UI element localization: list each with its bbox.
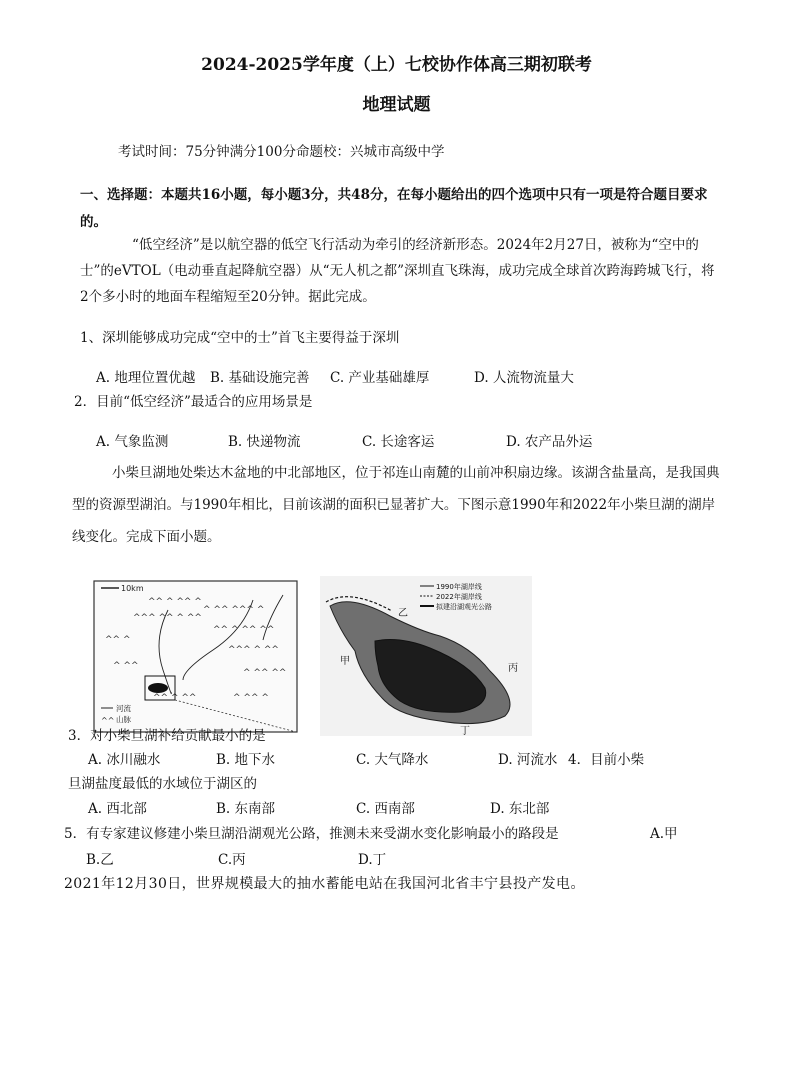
label-jia: 甲 xyxy=(340,656,350,667)
svg-text:^^: ^^ xyxy=(101,716,115,725)
question-5-stem: 5．有专家建议修建小柴旦湖沿湖观光公路，推测未来受湖水变化影响最小的路段是 xyxy=(64,826,559,842)
passage-pumped-storage: 2021年12月30日，世界规模最大的抽水蓄能电站在我国河北省丰宁县投产发电。 xyxy=(64,876,585,892)
svg-text:^^ ^ ^^: ^^ ^ ^^ xyxy=(153,693,197,703)
q4-option-d[interactable]: D. 东北部 xyxy=(490,801,550,817)
svg-text:拟建沿湖观光公路: 拟建沿湖观光公路 xyxy=(436,603,492,611)
q4-option-c[interactable]: C. 西南部 xyxy=(356,801,415,817)
regional-map xyxy=(93,580,298,733)
svg-text:^ ^^ ^^: ^ ^^ ^^ xyxy=(243,668,287,678)
label-bing: 丙 xyxy=(508,663,518,674)
question-2-stem: 2．目前“低空经济”最适合的应用场景是 xyxy=(74,394,313,410)
label-yi: 乙 xyxy=(398,608,408,619)
svg-text:^^^ ^ ^^: ^^^ ^ ^^ xyxy=(228,645,279,655)
legend-mountain: 山脉 xyxy=(116,715,131,724)
question-1-stem: 1、深圳能够成功完成“空中的士”首飞主要得益于深圳 xyxy=(80,330,400,346)
q3-option-c[interactable]: C. 大气降水 xyxy=(356,752,429,768)
q4-option-b[interactable]: B. 东南部 xyxy=(216,801,276,817)
svg-text:^^ ^: ^^ ^ xyxy=(105,635,131,645)
q5-option-a[interactable]: A.甲 xyxy=(650,826,678,842)
q5-option-c[interactable]: C.丙 xyxy=(218,852,246,868)
q1-option-d[interactable]: D. 人流物流量大 xyxy=(474,370,574,386)
q2-option-a[interactable]: A. 气象监测 xyxy=(96,434,169,450)
map-legend xyxy=(420,582,492,611)
section-heading: 一、选择题：本题共16小题，每小题3分，共48分，在每小题给出的四个选项中只有一项是符合题目要求的。 xyxy=(80,187,708,230)
map-scale-label: 10km xyxy=(121,584,144,593)
svg-text:^^^ ^^ ^ ^^: ^^^ ^^ ^ ^^ xyxy=(133,613,202,623)
q5-option-b[interactable]: B.乙 xyxy=(86,852,114,868)
q3-option-d[interactable]: D. 河流水 xyxy=(498,752,558,768)
lake-shoreline-map xyxy=(320,576,532,736)
exam-title: 2024-2025学年度（上）七校协作体高三期初联考 xyxy=(201,55,592,75)
q3-option-b[interactable]: B. 地下水 xyxy=(216,752,276,768)
question-3-stem: 3．对小柴旦湖补给贡献最小的是 xyxy=(68,728,266,744)
label-ding: 丁 xyxy=(460,726,470,736)
legend-river: 河流 xyxy=(116,704,131,713)
svg-text:^ ^^ ^: ^ ^^ ^ xyxy=(233,693,269,703)
svg-text:^ ^^: ^ ^^ xyxy=(113,661,139,671)
q2-option-c[interactable]: C. 长途客运 xyxy=(362,434,435,450)
q4-option-a[interactable]: A. 西北部 xyxy=(88,801,147,817)
svg-text:2022年湖岸线: 2022年湖岸线 xyxy=(436,593,482,601)
q2-option-b[interactable]: B. 快递物流 xyxy=(228,434,301,450)
exam-meta: 考试时间：75分钟满分100分命题校：兴城市高级中学 xyxy=(118,144,445,160)
q1-option-a[interactable]: A. 地理位置优越 xyxy=(96,370,196,386)
q3-option-a[interactable]: A. 冰川融水 xyxy=(88,752,161,768)
passage-low-altitude-economy: “低空经济”是以航空器的低空飞行活动为牵引的经济新形态。2024年2月27日，被称为“空中的士”的eVTOL（电动垂直起降航空器）从“无人机之都”深圳直飞珠海，成功完成全球首次跨海跨城飞行，将2个多小时的地面车程缩短至20分钟。据此完成。 xyxy=(80,237,715,305)
exam-subject: 地理试题 xyxy=(362,95,431,115)
question-4-stem-part2: 旦湖盐度最低的水域位于湖区的 xyxy=(68,776,257,792)
question-4-stem-part1: 4．目前小柴 xyxy=(568,752,645,768)
q1-option-c[interactable]: C. 产业基础雄厚 xyxy=(330,370,430,386)
q5-option-d[interactable]: D.丁 xyxy=(358,852,387,868)
svg-text:^ ^^ ^^^ ^: ^ ^^ ^^^ ^ xyxy=(203,605,265,615)
lake-icon xyxy=(148,683,168,693)
q2-option-d[interactable]: D. 农产品外运 xyxy=(506,434,593,450)
svg-text:^^ ^ ^^ ^^: ^^ ^ ^^ ^^ xyxy=(213,625,275,635)
svg-text:1990年湖岸线: 1990年湖岸线 xyxy=(436,583,482,591)
svg-text:^^ ^ ^^ ^: ^^ ^ ^^ ^ xyxy=(148,597,202,607)
q1-option-b[interactable]: B. 基础设施完善 xyxy=(210,370,310,386)
passage-xiaochaidan-lake: 小柴旦湖地处柴达木盆地的中北部地区，位于祁连山南麓的山前冲积扇边缘。该湖含盐量高，是我国典型的资源型湖泊。与1990年相比，目前该湖的面积已显著扩大。下图示意1990年和2022年小柴旦湖的湖岸线变化。完成下面小题。 xyxy=(72,465,720,545)
